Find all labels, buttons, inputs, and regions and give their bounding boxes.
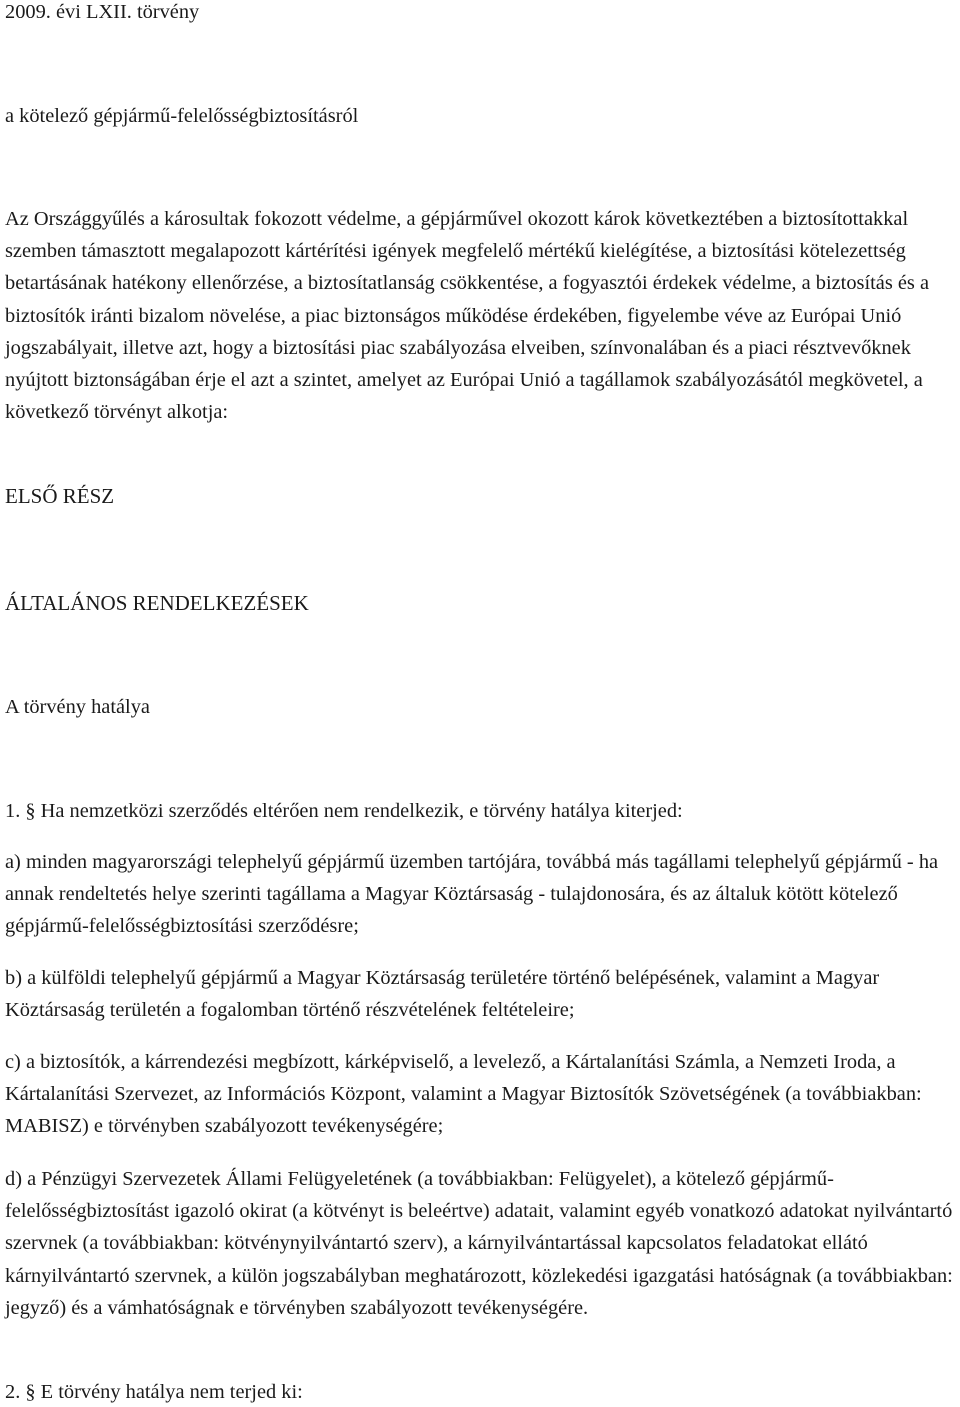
section-1-paragraph: 1. § Ha nemzetközi szerződés eltérően nem rendelkezik, e törvény hatálya kiterjed: (5, 800, 683, 822)
item-c-paragraph: c) a biztosítók, a kárrendezési megbízott, kárképviselő, a levelező, a Kártalanítási Számla, a Nemzeti Iroda, a Kártalanítási Szervezet, az Információs Központ, valamint a Magyar Biztosítók Szövetségének (a továbbiakban: MABISZ) e törvényben szabályozott tevékenységére; (5, 1051, 922, 1138)
section-2-paragraph: 2. § E törvény hatálya nem terjed ki: (5, 1381, 303, 1403)
item-b-paragraph: b) a külföldi telephelyű gépjármű a Magyar Köztársaság területére történő belépésének, valamint a Magyar Köztársaság területén a fogalomban történő részvételének feltételeire; (5, 967, 880, 1022)
part-heading: ELSŐ RÉSZ (5, 484, 115, 508)
law-title: a kötelező gépjármű-felelősségbiztosításról (5, 105, 359, 127)
item-d-paragraph: d) a Pénzügyi Szervezetek Állami Felügyeletének (a továbbiakban: Felügyelet), a kötelező gépjármű-felelősségbiztosítást igazoló okirat (a kötvényt is beleértve) adatait, valamint egyéb vonatkozó adatokat nyilvántartó szervnek (a továbbiakban: kötvénynyilvántartó szerv), a kárnyilvántartással kapcsolatos feladatokat ellátó kárnyilvántartó szervnek, a külön jogszabályban meghatározott, közlekedési igazgatási hatóságnak (a továbbiakban: jegyző) és a vámhatóságnak e törvényben szabályozott tevékenységére. (5, 1168, 953, 1319)
part-title: ÁLTALÁNOS RENDELKEZÉSEK (5, 591, 309, 615)
law-number: 2009. évi LXII. törvény (5, 1, 200, 23)
item-a-paragraph: a) minden magyarországi telephelyű gépjármű üzemben tartójára, továbbá más tagállami telephelyű gépjármű - ha annak rendeltetés helye szerinti tagállama a Magyar Köztársaság - tulajdonosára, és az általuk kötött kötelező gépjármű-felelősségbiztosítási szerződésre; (5, 851, 939, 938)
section-title: A törvény hatálya (5, 696, 150, 718)
preamble-paragraph: Az Országgyűlés a károsultak fokozott védelme, a gépjárművel okozott károk következtében a biztosítottakkal szemben támasztott megalapozott kártérítési igények megfelelő mértékű kielégítése, a biztosítási kötelezettség betartásának hatékony ellenőrzése, a biztosítatlanság csökkentése, a fogyasztói érdekek védelme, a biztosítás és a biztosítók iránti bizalom növelése, a piac biztonságos működése érdekében, figyelembe véve az Európai Unió jogszabályait, illetve azt, hogy a biztosítási piac szabályozása elveiben, színvonalában és a piaci résztvevőknek nyújtott biztonságában érje el azt a szintet, amelyet az Európai Unió a tagállamok szabályozásától megkövetel, a következő törvényt alkotja: (5, 208, 930, 424)
